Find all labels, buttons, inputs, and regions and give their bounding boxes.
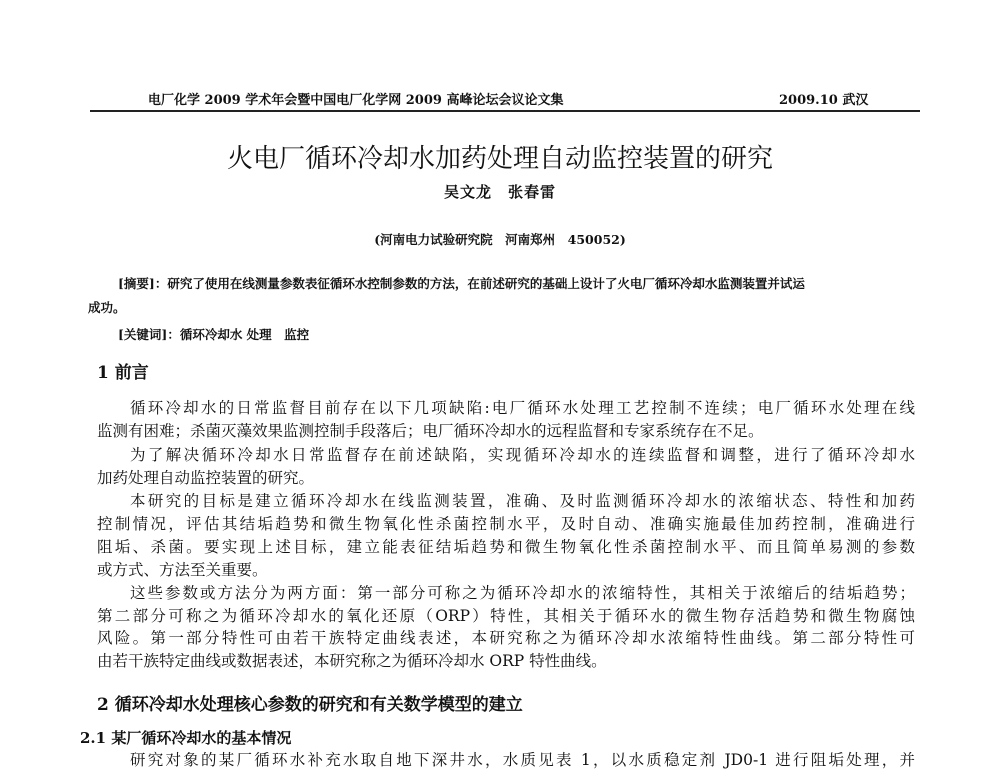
affiliation: (河南电力试验研究院 河南郑州 450052) — [374, 232, 626, 247]
authors: 吴文龙 张春雷 — [443, 183, 556, 201]
running-header-right: 2009.10 武汉 — [779, 93, 869, 108]
body-line: 本研究的目标是建立循环冷却水在线监测装置，准确、及时监测循环冷却水的浓缩状态、特性和加药 — [130, 492, 915, 510]
body-line: 阻垢、杀菌。要实现上述目标，建立能表征结垢趋势和微生物氧化性杀菌控制水平、而且简单易测的参数 — [97, 538, 915, 556]
body-line: 研究对象的某厂循环水补充水取自地下深井水，水质见表 1，以水质稳定剂 JD0-1 进行阻垢处理，并 — [130, 751, 915, 769]
keywords: [关键词]：循环冷却水 处理 监控 — [118, 327, 310, 342]
body-line: 加药处理自动监控装置的研究。 — [97, 469, 315, 487]
abstract-line-2: 成功。 — [88, 300, 126, 315]
body-line: 风险。第一部分特性可由若干族特定曲线表述，本研究称之为循环冷却水浓缩特性曲线。第二部分特性可 — [97, 629, 915, 647]
section-2-heading: 2 循环冷却水处理核心参数的研究和有关数学模型的建立 — [97, 695, 523, 715]
section-2-1-heading: 2.1 某厂循环冷却水的基本情况 — [80, 729, 292, 747]
section-1-heading: 1 前言 — [97, 363, 149, 383]
body-line: 这些参数或方法分为两方面：第一部分可称之为循环冷却水的浓缩特性，其相关于浓缩后的结垢趋势； — [130, 584, 915, 602]
body-line: 为了解决循环冷却水日常监督存在前述缺陷，实现循环冷却水的连续监督和调整，进行了循环冷却水 — [130, 446, 915, 464]
paper-title: 火电厂循环冷却水加药处理自动监控装置的研究 — [226, 144, 773, 174]
header-rule — [90, 110, 920, 112]
body-line: 由若干族特定曲线或数据表述，本研究称之为循环冷却水 ORP 特性曲线。 — [97, 652, 607, 670]
body-line: 监测有困难；杀菌灭藻效果监测控制手段落后；电厂循环冷却水的远程监督和专家系统存在不足。 — [97, 422, 764, 440]
abstract-line-1: [摘要]：研究了使用在线测量参数表征循环水控制参数的方法，在前述研究的基础上设计了火电厂循环冷却水监测装置并试运 — [118, 276, 805, 291]
body-line: 控制情况，评估其结垢趋势和微生物氧化性杀菌控制水平，及时自动、准确实施最佳加药控制，准确进行 — [97, 515, 915, 533]
running-header-left: 电厂化学 2009 学术年会暨中国电厂化学网 2009 高峰论坛会议论文集 — [148, 93, 564, 108]
body-line: 循环冷却水的日常监督目前存在以下几项缺陷:电厂循环水处理工艺控制不连续；电厂循环水处理在线 — [130, 399, 915, 417]
body-line: 或方式、方法至关重要。 — [97, 561, 268, 579]
body-line: 第二部分可称之为循环冷却水的氧化还原（ORP）特性，其相关于循环水的微生物存活趋势和微生物腐蚀 — [97, 607, 915, 625]
